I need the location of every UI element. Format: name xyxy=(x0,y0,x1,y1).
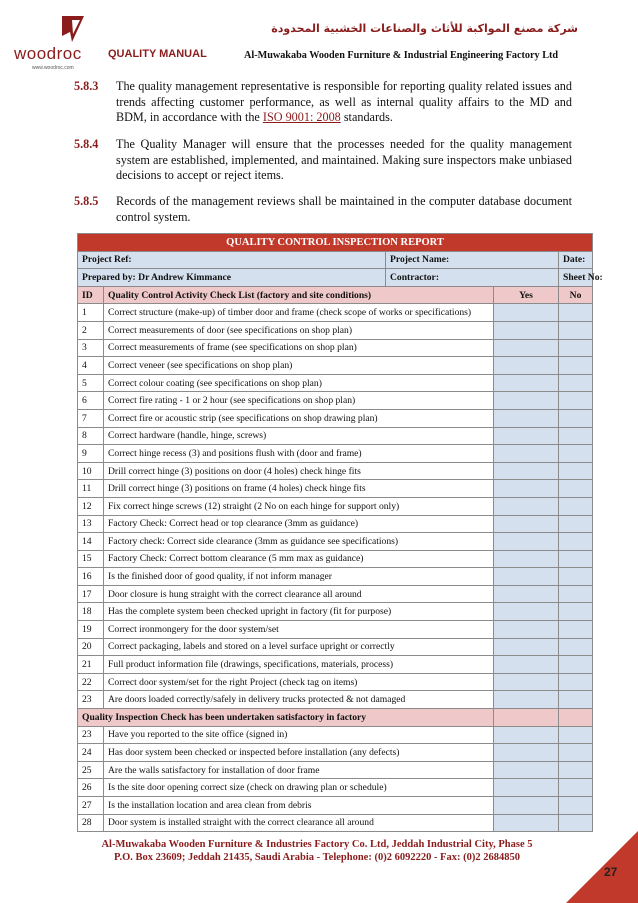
company-name: Al-Muwakaba Wooden Furniture & Industrial Engineering Factory Ltd xyxy=(244,50,559,61)
yes-checkbox-cell[interactable] xyxy=(494,374,559,392)
item-id: 17 xyxy=(78,585,104,603)
inspection-report-table xyxy=(77,233,603,832)
page-number: 27 xyxy=(604,865,618,879)
sheet-no-field[interactable]: Sheet No: xyxy=(559,269,593,287)
item-description: Drill correct hinge (3) positions on door (4 holes) check hinge fits xyxy=(104,462,494,480)
page-footer xyxy=(72,838,562,864)
item-id: 13 xyxy=(78,515,104,533)
yes-checkbox-cell[interactable] xyxy=(494,621,559,639)
table-row xyxy=(78,726,593,744)
table-row xyxy=(78,568,593,586)
project-name-field[interactable]: Project Name: xyxy=(386,251,559,269)
yes-checkbox-cell[interactable] xyxy=(494,392,559,410)
table-row xyxy=(78,480,593,498)
no-checkbox-cell[interactable] xyxy=(559,779,593,797)
no-checkbox-cell[interactable] xyxy=(559,814,593,832)
item-description: Correct structure (make-up) of timber door and frame (check scope of works or specifications) xyxy=(104,304,494,322)
item-description: Has door system been checked or inspected before installation (any defects) xyxy=(104,744,494,762)
yes-checkbox-cell[interactable] xyxy=(494,568,559,586)
no-checkbox-cell[interactable] xyxy=(559,603,593,621)
item-id: 11 xyxy=(78,480,104,498)
table-row xyxy=(78,673,593,691)
item-id: 26 xyxy=(78,779,104,797)
yes-checkbox-cell[interactable] xyxy=(494,656,559,674)
no-checkbox-cell[interactable] xyxy=(559,304,593,322)
no-checkbox-cell[interactable] xyxy=(559,409,593,427)
item-id: 23 xyxy=(78,726,104,744)
table-row xyxy=(78,357,593,375)
item-id: 3 xyxy=(78,339,104,357)
item-id: 24 xyxy=(78,744,104,762)
yes-checkbox-cell[interactable] xyxy=(494,357,559,375)
item-id: 18 xyxy=(78,603,104,621)
corner-decoration xyxy=(566,831,638,903)
item-id: 4 xyxy=(78,357,104,375)
paragraph-text xyxy=(116,79,572,126)
table-row xyxy=(78,550,593,568)
yes-checkbox-cell[interactable] xyxy=(494,427,559,445)
yes-checkbox-cell[interactable] xyxy=(494,321,559,339)
report-info-row xyxy=(78,269,593,287)
col-header-no: No xyxy=(559,286,593,304)
yes-checkbox-cell[interactable] xyxy=(494,673,559,691)
item-id: 1 xyxy=(78,304,104,322)
yes-checkbox-cell[interactable] xyxy=(494,744,559,762)
item-description: Are the walls satisfactory for installation of door frame xyxy=(104,761,494,779)
table-row xyxy=(78,761,593,779)
no-checkbox-cell[interactable] xyxy=(559,445,593,463)
no-checkbox-cell[interactable] xyxy=(559,497,593,515)
item-description: Full product information file (drawings, specifications, materials, process) xyxy=(104,656,494,674)
table-row xyxy=(78,585,593,603)
table-header-row xyxy=(78,286,593,304)
item-description: Correct ironmongery for the door system/set xyxy=(104,621,494,639)
quality-manual-label: QUALITY MANUAL xyxy=(108,48,207,60)
item-id: 15 xyxy=(78,550,104,568)
paragraph-5-8-5 xyxy=(74,194,572,225)
yes-checkbox-cell[interactable] xyxy=(494,409,559,427)
table-row xyxy=(78,603,593,621)
item-id: 22 xyxy=(78,673,104,691)
no-checkbox-cell[interactable] xyxy=(559,797,593,815)
item-description: Correct veneer (see specifications on shop plan) xyxy=(104,357,494,375)
item-description: Factory Check: Correct bottom clearance (5 mm max as guidance) xyxy=(104,550,494,568)
report-title-row xyxy=(78,234,593,252)
table-row xyxy=(78,779,593,797)
table-row xyxy=(78,744,593,762)
yes-checkbox-cell[interactable] xyxy=(494,480,559,498)
item-id: 2 xyxy=(78,321,104,339)
item-id: 8 xyxy=(78,427,104,445)
item-description: Correct measurements of door (see specifications on shop plan) xyxy=(104,321,494,339)
col-header-activity: Quality Control Activity Check List (factory and site conditions) xyxy=(104,286,494,304)
item-description: Is the installation location and area clean from debris xyxy=(104,797,494,815)
section-header-row xyxy=(78,709,593,727)
item-description: Correct door system/set for the right Project (check tag on items) xyxy=(104,673,494,691)
yes-checkbox-cell[interactable] xyxy=(494,585,559,603)
table-row xyxy=(78,656,593,674)
item-description: Have you reported to the site office (signed in) xyxy=(104,726,494,744)
item-id: 10 xyxy=(78,462,104,480)
date-field[interactable]: Date: xyxy=(559,251,593,269)
item-description: Drill correct hinge (3) positions on frame (4 holes) check hinge fits xyxy=(104,480,494,498)
no-checkbox-cell[interactable] xyxy=(559,638,593,656)
report-title: QUALITY CONTROL INSPECTION REPORT xyxy=(78,234,593,252)
yes-checkbox-cell[interactable] xyxy=(494,497,559,515)
no-checkbox-cell[interactable] xyxy=(559,744,593,762)
woodroc-logo-icon xyxy=(58,14,88,44)
yes-checkbox-cell[interactable] xyxy=(494,709,559,727)
item-description: Factory Check: Correct head or top clearance (3mm as guidance) xyxy=(104,515,494,533)
item-id: 16 xyxy=(78,568,104,586)
table-row xyxy=(78,814,593,832)
project-ref-field[interactable]: Project Ref: xyxy=(78,251,386,269)
table-row xyxy=(78,497,593,515)
paragraph-text-part: The quality management representative is responsible for reporting quality related issues and trends affecting customer performance, as well as internal quality affairs to the MD and BDM, in accordance with the xyxy=(116,79,572,124)
item-id: 12 xyxy=(78,497,104,515)
item-description: Factory check: Correct side clearance (3mm as guidance see specifications) xyxy=(104,533,494,551)
item-id: 20 xyxy=(78,638,104,656)
item-id: 21 xyxy=(78,656,104,674)
table-row xyxy=(78,462,593,480)
table-row xyxy=(78,427,593,445)
col-header-id: ID xyxy=(78,286,104,304)
yes-checkbox-cell[interactable] xyxy=(494,814,559,832)
no-checkbox-cell[interactable] xyxy=(559,621,593,639)
table-row xyxy=(78,445,593,463)
paragraph-text-part: standards. xyxy=(340,110,393,124)
paragraph-5-8-4 xyxy=(74,137,572,184)
no-checkbox-cell[interactable] xyxy=(559,321,593,339)
yes-checkbox-cell[interactable] xyxy=(494,638,559,656)
item-description: Correct fire rating - 1 or 2 hour (see specifications on shop plan) xyxy=(104,392,494,410)
company-logo xyxy=(14,14,94,71)
no-checkbox-cell[interactable] xyxy=(559,462,593,480)
no-checkbox-cell[interactable] xyxy=(559,374,593,392)
no-checkbox-cell[interactable] xyxy=(559,585,593,603)
item-description: Correct fire or acoustic strip (see specifications on shop drawing plan) xyxy=(104,409,494,427)
item-description: Correct hardware (handle, hinge, screws) xyxy=(104,427,494,445)
no-checkbox-cell[interactable] xyxy=(559,656,593,674)
no-checkbox-cell[interactable] xyxy=(559,709,593,727)
item-description: Fix correct hinge screws (12) straight (2 No on each hinge for support only) xyxy=(104,497,494,515)
no-checkbox-cell[interactable] xyxy=(559,550,593,568)
section-title: Quality Inspection Check has been undertaken satisfactory in factory xyxy=(78,709,494,727)
yes-checkbox-cell[interactable] xyxy=(494,726,559,744)
item-id: 6 xyxy=(78,392,104,410)
yes-checkbox-cell[interactable] xyxy=(494,797,559,815)
no-checkbox-cell[interactable] xyxy=(559,515,593,533)
no-checkbox-cell[interactable] xyxy=(559,568,593,586)
prepared-by-field: Prepared by: Dr Andrew Kimmance xyxy=(78,269,386,287)
yes-checkbox-cell[interactable] xyxy=(494,761,559,779)
no-checkbox-cell[interactable] xyxy=(559,392,593,410)
item-description: Correct hinge recess (3) and positions flush with (door and frame) xyxy=(104,445,494,463)
item-id: 27 xyxy=(78,797,104,815)
arabic-company-name: شركة مصنع المواكبة للأثاث والصناعات الخشبية المحدودة xyxy=(271,22,578,35)
yes-checkbox-cell[interactable] xyxy=(494,691,559,709)
no-checkbox-cell[interactable] xyxy=(559,533,593,551)
item-description: Door system is installed straight with the correct clearance all around xyxy=(104,814,494,832)
col-header-yes: Yes xyxy=(494,286,559,304)
table-row xyxy=(78,339,593,357)
item-description: Door closure is hung straight with the correct clearance all around xyxy=(104,585,494,603)
iso-link[interactable]: ISO 9001: 2008 xyxy=(262,110,341,124)
yes-checkbox-cell[interactable] xyxy=(494,533,559,551)
item-id: 25 xyxy=(78,761,104,779)
table-row xyxy=(78,409,593,427)
item-description: Correct packaging, labels and stored on a level surface upright or correctly xyxy=(104,638,494,656)
footer-address-line: Al-Muwakaba Wooden Furniture & Industries Factory Co. Ltd, Jeddah Industrial City, Phase 5 xyxy=(101,839,533,850)
table-row xyxy=(78,797,593,815)
table-row xyxy=(78,392,593,410)
item-description: Is the site door opening correct size (check on drawing plan or schedule) xyxy=(104,779,494,797)
footer-contact-line: P.O. Box 23609; Jeddah 21435, Saudi Arabia - Telephone: (0)2 6092220 - Fax: (0)2 2684850 xyxy=(114,852,520,863)
item-description: Is the finished door of good quality, if not inform manager xyxy=(104,568,494,586)
item-id: 19 xyxy=(78,621,104,639)
table-row xyxy=(78,691,593,709)
no-checkbox-cell[interactable] xyxy=(559,339,593,357)
page-header xyxy=(0,0,638,75)
no-checkbox-cell[interactable] xyxy=(559,357,593,375)
no-checkbox-cell[interactable] xyxy=(559,761,593,779)
no-checkbox-cell[interactable] xyxy=(559,480,593,498)
no-checkbox-cell[interactable] xyxy=(559,673,593,691)
paragraph-number: 5.8.4 xyxy=(74,137,99,151)
table-row xyxy=(78,533,593,551)
logo-wordmark: woodroc xyxy=(14,44,82,63)
table-row xyxy=(78,321,593,339)
yes-checkbox-cell[interactable] xyxy=(494,779,559,797)
no-checkbox-cell[interactable] xyxy=(559,691,593,709)
paragraph-text: Records of the management reviews shall be maintained in the computer database document control system. xyxy=(116,194,572,224)
yes-checkbox-cell[interactable] xyxy=(494,603,559,621)
paragraph-5-8-3 xyxy=(74,79,572,126)
item-id: 5 xyxy=(78,374,104,392)
no-checkbox-cell[interactable] xyxy=(559,427,593,445)
item-description: Correct measurements of frame (see specifications on shop plan) xyxy=(104,339,494,357)
item-id: 23 xyxy=(78,691,104,709)
table-row xyxy=(78,638,593,656)
paragraph-number: 5.8.5 xyxy=(74,194,99,208)
paragraph-number: 5.8.3 xyxy=(74,79,99,93)
table-row xyxy=(78,621,593,639)
logo-url: www.woodroc.com xyxy=(32,65,74,71)
item-description: Has the complete system been checked upright in factory (fit for purpose) xyxy=(104,603,494,621)
paragraph-text: The Quality Manager will ensure that the processes needed for the quality management system are established, implemented, and maintained. Making sure inspectors make unbiased decisions to accept or reject items. xyxy=(116,137,572,182)
item-id: 28 xyxy=(78,814,104,832)
item-description: Are doors loaded correctly/safely in delivery trucks protected & not damaged xyxy=(104,691,494,709)
yes-checkbox-cell[interactable] xyxy=(494,462,559,480)
yes-checkbox-cell[interactable] xyxy=(494,550,559,568)
table-row xyxy=(78,515,593,533)
no-checkbox-cell[interactable] xyxy=(559,726,593,744)
item-id: 14 xyxy=(78,533,104,551)
item-description: Correct colour coating (see specifications on shop plan) xyxy=(104,374,494,392)
contractor-field[interactable]: Contractor: xyxy=(386,269,559,287)
yes-checkbox-cell[interactable] xyxy=(494,515,559,533)
yes-checkbox-cell[interactable] xyxy=(494,304,559,322)
item-id: 7 xyxy=(78,409,104,427)
yes-checkbox-cell[interactable] xyxy=(494,445,559,463)
yes-checkbox-cell[interactable] xyxy=(494,339,559,357)
item-id: 9 xyxy=(78,445,104,463)
report-info-row xyxy=(78,251,593,269)
table-row xyxy=(78,374,593,392)
table-row xyxy=(78,304,593,322)
